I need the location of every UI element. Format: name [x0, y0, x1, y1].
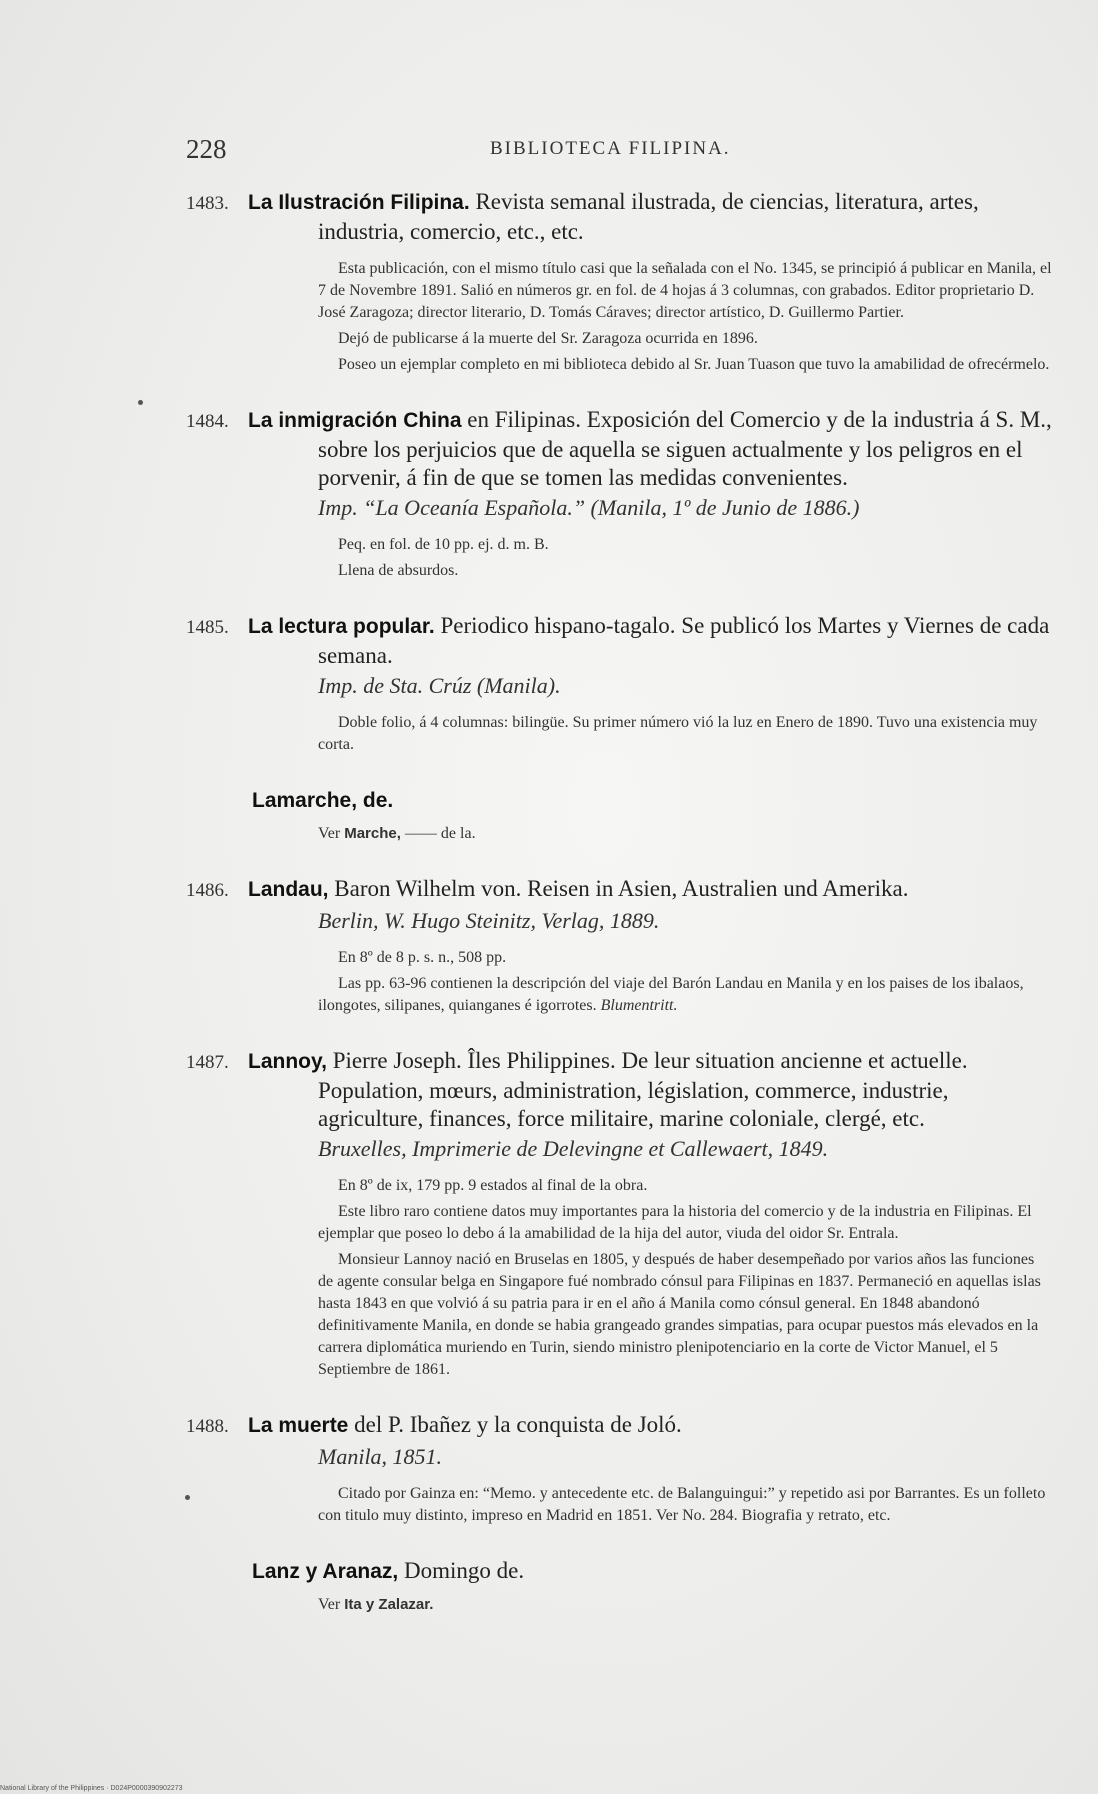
page-header — [186, 134, 946, 174]
entry-number: 1487. — [186, 1052, 229, 1073]
entry-note: Peq. en fol. de 10 pp. ej. d. m. B. — [338, 536, 549, 553]
entry-imprint: Manila, 1851. — [318, 1444, 443, 1469]
entry-description: Baron Wilhelm von. Reisen in Asien, Australien und Amerika. — [334, 876, 909, 901]
see-target: Marche, — [344, 825, 401, 842]
entry-main — [186, 875, 1052, 905]
entry-note: Llena de absurdos. — [338, 562, 459, 579]
page-number: 228 — [186, 134, 227, 164]
entry-title: La lectura popular. — [248, 615, 435, 638]
bibliography-content — [186, 188, 1052, 1646]
entry-title: La inmigración China — [248, 409, 462, 432]
entry-1487 — [186, 1047, 1052, 1381]
entry-note: Este libro raro contiene datos muy importantes para la historia del comercio y de la industria en Filipinas. El ejemplar que poseo lo debo á la amabilidad de la hija del autor, viuda del oidor Sr. Entrala. — [318, 1203, 1032, 1242]
entry-number: 1488. — [186, 1416, 229, 1437]
entry-imprint: Bruxelles, Imprimerie de Delevingne et Callewaert, 1849. — [318, 1136, 829, 1161]
entry-note: Esta publicación, con el mismo título casi que la señalada con el No. 1345, se principió á publicar en Manila, el 7 de Novembre 1891. Salió en números gr. en fol. de 4 hojas á 3 columnas, con grabados. Editor proprietario D. José Zaragoza; director literario, D. Tomás Cáraves; director artístico, D. Guillermo Partier. — [318, 260, 1052, 321]
see-target: Ita y Zalazar. — [344, 1596, 434, 1613]
entry-note: Poseo un ejemplar completo en mi biblioteca debido al Sr. Juan Tuason que tuvo la amabilidad de ofrecérmelo. — [338, 356, 1050, 373]
ink-speck — [138, 400, 143, 405]
entry-description: en Filipinas. Exposición del Comercio y de la industria á S. M., sobre los perjuicios que de aquella se siguen actualmente y los peligros en el porvenir, á fin de que se tomen las medidas convenientes. — [318, 407, 1052, 490]
crossref-see — [186, 1594, 1052, 1616]
entry-note-text: Las pp. 63-96 contienen la descripción del viaje del Barón Landau en Manila y en los paises de los ibalaos, ilongotes, silipanes, quianganes é igorrotes. — [318, 975, 1024, 1014]
note-author: Blumentritt. — [600, 997, 678, 1014]
ink-speck — [185, 1495, 190, 1500]
entry-imprint: Berlin, W. Hugo Steinitz, Verlag, 1889. — [318, 908, 660, 933]
entry-description: Revista semanal ilustrada, de ciencias, literatura, artes, industria, comercio, etc., etc. — [318, 189, 979, 244]
crossref-name: Lamarche, de. — [252, 789, 394, 812]
entry-title: Lannoy, — [248, 1050, 327, 1073]
entry-1486 — [186, 875, 1052, 1017]
entry-note: Citado por Gainza en: “Memo. y antecedente etc. de Balanguingui:” y repetido asi por Barrantes. Es un folleto con titulo muy distinto, impreso en Madrid en 1851. Ver No. 284. Biografia y retrato, etc. — [318, 1485, 1046, 1524]
entry-note — [186, 973, 1052, 1017]
entry-imprint: Imp. de Sta. Crúz (Manila). — [318, 673, 561, 698]
entry-main — [186, 612, 1052, 670]
entry-description: Pierre Joseph. Îles Philippines. De leur situation ancienne et actuelle. Population, mœurs, administration, législation, commerce, industrie, agriculture, finances, force militaire, marine coloniale, clergé, etc. — [318, 1048, 968, 1131]
entry-1484 — [186, 406, 1052, 582]
entry-main — [186, 1047, 1052, 1133]
entry-note: En 8º de ix, 179 pp. 9 estados al final de la obra. — [338, 1177, 648, 1194]
entry-1485 — [186, 612, 1052, 756]
crossref-name-rest: Domingo de. — [404, 1558, 525, 1583]
entry-title: La muerte — [248, 1414, 349, 1437]
entry-description: Periodico hispano-tagalo. Se publicó los Martes y Viernes de cada semana. — [318, 613, 1050, 668]
scan-footer: National Library of the Philippines · D024P0000390902273 — [0, 1785, 183, 1792]
entry-title: La Ilustración Filipina. — [248, 191, 470, 214]
entry-1488 — [186, 1411, 1052, 1527]
crossref-heading — [186, 1557, 1052, 1586]
crossref-see — [186, 823, 1052, 845]
entry-note: Dejó de publicarse á la muerte del Sr. Zaragoza ocurrida en 1896. — [338, 330, 758, 347]
entry-number: 1483. — [186, 193, 229, 214]
entry-note: En 8º de 8 p. s. n., 508 pp. — [338, 949, 507, 966]
running-title: BIBLIOTECA FILIPINA. — [490, 138, 731, 159]
see-prefix: Ver — [318, 1596, 341, 1613]
entry-main — [186, 1411, 1052, 1441]
see-prefix: Ver — [318, 825, 341, 842]
entry-imprint: Imp. “La Oceanía Española.” (Manila, 1º de Junio de 1886.) — [318, 495, 860, 520]
see-suffix: —— de la. — [404, 825, 476, 842]
entry-main — [186, 406, 1052, 492]
entry-main — [186, 188, 1052, 246]
crossref-heading — [186, 786, 1052, 815]
crossref-name: Lanz y Aranaz, — [252, 1560, 399, 1583]
entry-note: Doble folio, á 4 columnas: bilingüe. Su primer número vió la luz en Enero de 1890. Tuvo una existencia muy corta. — [318, 714, 1038, 753]
entry-title: Landau, — [248, 878, 329, 901]
entry-number: 1484. — [186, 411, 229, 432]
entry-note: Monsieur Lannoy nació en Bruselas en 1805, y después de haber desempeñado por varios años las funciones de agente consular belga en Singapore fué nombrado cónsul para Filipinas en 1837. Permaneció en aquellas islas hasta 1843 en que volvió á su patria para ir en el año á Manila como cónsul general. En 1848 abandonó definitivamente Manila, en donde se habia grangeado grandes simpatias, para ocupar puestos más elevados en la carrera diplomática muriendo en Turin, siendo ministro plenipotenciario en la corte de Victor Manuel, el 5 Septiembre de 1861. — [318, 1251, 1041, 1378]
entry-number: 1485. — [186, 617, 229, 638]
entry-1483 — [186, 188, 1052, 376]
entry-number: 1486. — [186, 880, 229, 901]
entry-description: del P. Ibañez y la conquista de Joló. — [354, 1412, 682, 1437]
